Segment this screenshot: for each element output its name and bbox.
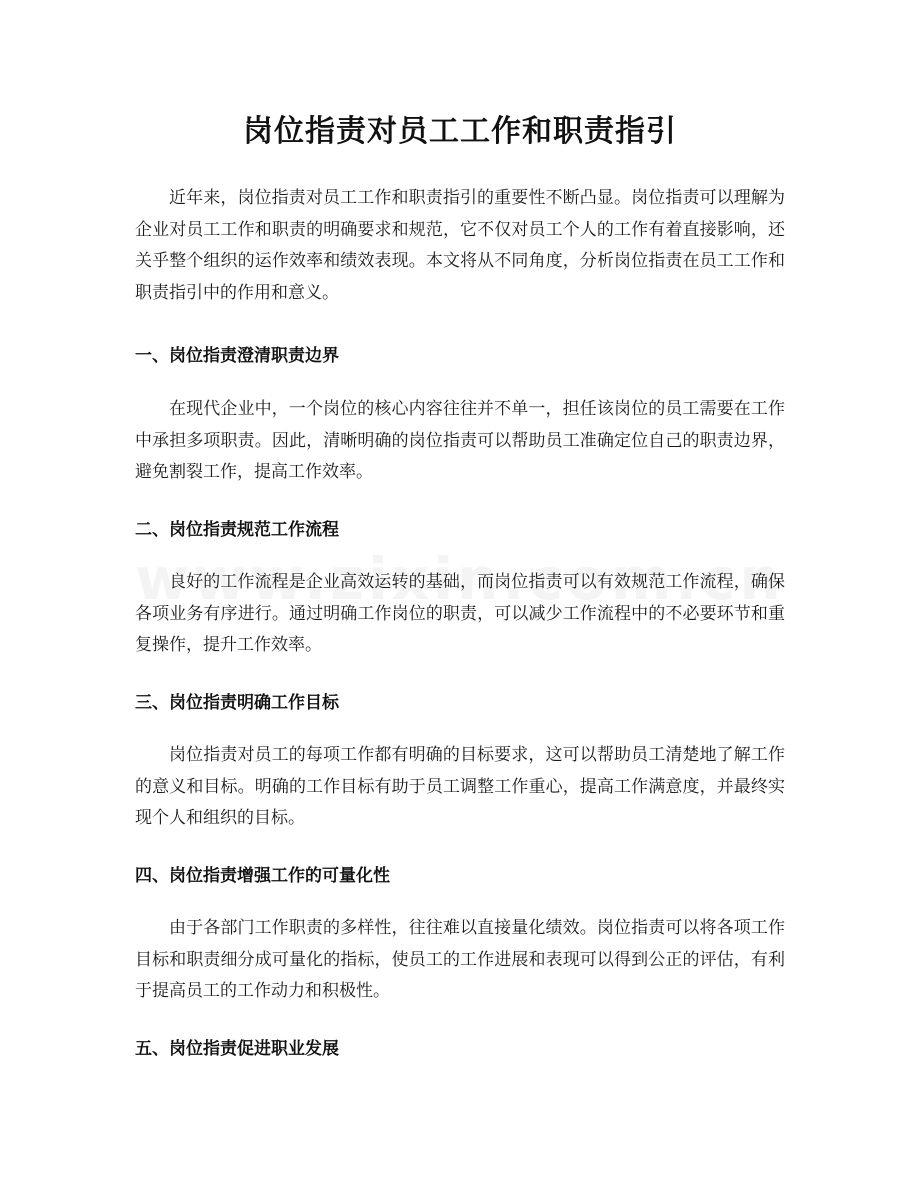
section-heading-3: 三、岗位指责明确工作目标	[135, 693, 339, 713]
intro-paragraph: 近年来，岗位指责对员工工作和职责指引的重要性不断凸显。岗位指责可以理解为企业对员工工作和职责的明确要求和规范，它不仅对员工个人的工作有着直接影响，还关乎整个组织的运作效率和绩效表现。本文将从不同角度，分析岗位指责在员工工作和职责指引中的作用和意义。	[135, 188, 785, 303]
section-heading-1: 一、岗位指责澄清职责边界	[135, 346, 339, 366]
section-body-2: 良好的工作流程是企业高效运转的基础，而岗位指责可以有效规范工作流程，确保各项业务有序进行。通过明确工作岗位的职责，可以减少工作流程中的不必要环节和重复操作，提升工作效率。	[135, 572, 785, 655]
section-body-4: 由于各部门工作职责的多样性，往往难以直接量化绩效。岗位指责可以将各项工作目标和职责细分成可量化的指标，使员工的工作进展和表现可以得到公正的评估，有利于提高员工的工作动力和积极性。	[135, 918, 785, 1001]
section-body-1: 在现代企业中，一个岗位的核心内容往往并不单一，担任该岗位的员工需要在工作中承担多项职责。因此，清晰明确的岗位指责可以帮助员工准确定位自己的职责边界，避免割裂工作，提高工作效率。	[135, 399, 785, 482]
section-body-3: 岗位指责对员工的每项工作都有明确的目标要求，这可以帮助员工清楚地了解工作的意义和目标。明确的工作目标有助于员工调整工作重心，提高工作满意度，并最终实现个人和组织的目标。	[135, 745, 785, 828]
section-heading-2: 二、岗位指责规范工作流程	[135, 520, 339, 540]
document-title: 岗位指责对员工工作和职责指引	[243, 114, 677, 149]
section-heading-4: 四、岗位指责增强工作的可量化性	[135, 866, 390, 886]
section-heading-5: 五、岗位指责促进职业发展	[135, 1039, 339, 1059]
